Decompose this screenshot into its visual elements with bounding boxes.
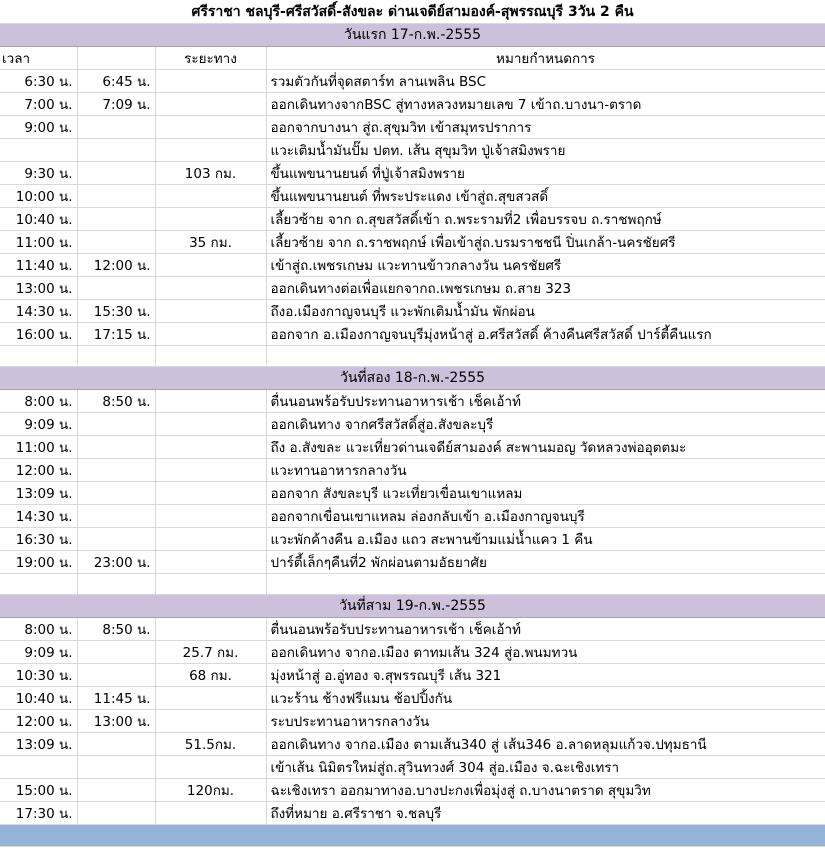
end-time xyxy=(77,664,155,687)
schedule-text: แวะพักค้างคืน อ.เมือง แถว สะพานข้ามแม่น้ำแคว 1 คืน xyxy=(266,528,825,551)
schedule-text: เลี้ยวซ้าย จาก ถ.ราชพฤกษ์ เพื่อเข้าสู่ถ.บรมราชชนี ปิ่นเกล้า-นครชัยศรี xyxy=(266,231,825,254)
end-time xyxy=(77,459,155,482)
footer-band xyxy=(0,825,825,847)
start-time xyxy=(0,139,77,162)
start-time: 11:00 น. xyxy=(0,436,77,459)
distance xyxy=(155,300,266,323)
end-time: 13:00 น. xyxy=(77,710,155,733)
start-time: 11:40 น. xyxy=(0,254,77,277)
end-time: 12:00 น. xyxy=(77,254,155,277)
schedule-text: ออกจาก สังขละบุรี แวะเที่ยวเขื่อนเขาแหลม xyxy=(266,482,825,505)
distance xyxy=(155,618,266,641)
end-time xyxy=(77,139,155,162)
start-time: 8:00 น. xyxy=(0,618,77,641)
distance: 103 กม. xyxy=(155,162,266,185)
distance: 51.5กม. xyxy=(155,733,266,756)
schedule-text: ตื่นนอนพร้อรับประทานอาหารเช้า เช็คเอ้าท์ xyxy=(266,390,825,413)
start-time: 15:00 น. xyxy=(0,779,77,802)
end-time: 8:50 น. xyxy=(77,618,155,641)
header-distance: ระยะทาง xyxy=(155,47,266,70)
schedule-text: ตื่นนอนพร้อรับประทานอาหารเช้า เช็คเอ้าท์ xyxy=(266,618,825,641)
start-time: 9:30 น. xyxy=(0,162,77,185)
schedule-row xyxy=(0,459,825,482)
distance xyxy=(155,277,266,300)
distance: 68 กม. xyxy=(155,664,266,687)
distance xyxy=(155,459,266,482)
start-time: 13:00 น. xyxy=(0,277,77,300)
start-time: 10:40 น. xyxy=(0,687,77,710)
trip-title: ศรีราชา ชลบุรี-ศรีสวัสดิ์-สังขละ ด่านเจดีย์สามองค์-สุพรรณบุรี 3วัน 2 คืน xyxy=(0,0,825,24)
end-time xyxy=(77,116,155,139)
schedule-text: แวะทานอาหารกลางวัน xyxy=(266,459,825,482)
schedule-row xyxy=(0,116,825,139)
schedule-row xyxy=(0,93,825,116)
end-time xyxy=(77,482,155,505)
end-time xyxy=(77,436,155,459)
distance xyxy=(155,413,266,436)
start-time xyxy=(0,756,77,779)
schedule-text: เข้าเส้น นิมิตรใหม่สู่ถ.สุวินทวงศ์ 304 สู่อ.เมือง จ.ฉะเชิงเทรา xyxy=(266,756,825,779)
day-label: วันแรก 17-ก.พ.-2555 xyxy=(0,24,825,47)
start-time: 14:30 น. xyxy=(0,505,77,528)
schedule-text: ขึ้นแพขนานยนต์ ที่พระประแดง เข้าสู่ถ.สุขสวสดิ์ xyxy=(266,185,825,208)
start-time: 14:30 น. xyxy=(0,300,77,323)
empty-cell xyxy=(0,346,77,367)
day-band xyxy=(0,367,825,390)
spacer-row xyxy=(0,346,825,367)
start-time: 9:09 น. xyxy=(0,641,77,664)
start-time: 10:00 น. xyxy=(0,185,77,208)
footer-cell xyxy=(0,825,825,847)
end-time xyxy=(77,413,155,436)
day-label: วันที่สอง 18-ก.พ.-2555 xyxy=(0,367,825,390)
distance xyxy=(155,116,266,139)
schedule-text: แวะเติมน้ำมันปั๊ม ปตท. เส้น สุขุมวิท ปู่เจ้าสมิงพราย xyxy=(266,139,825,162)
end-time: 11:45 น. xyxy=(77,687,155,710)
schedule-text: ถึงอ.เมืองกาญจนบุรี แวะพักเติมน้ำมัน พักผ่อน xyxy=(266,300,825,323)
start-time: 10:30 น. xyxy=(0,664,77,687)
schedule-text: ออกเดินทาง จากอ.เมือง ตามเส้น340 สู่ เส้น346 อ.ลาดหลุมแก้วจ.ปทุมธานี xyxy=(266,733,825,756)
distance xyxy=(155,93,266,116)
empty-cell xyxy=(266,346,825,367)
start-time: 16:00 น. xyxy=(0,323,77,346)
schedule-text: ถึงที่หมาย อ.ศรีราชา จ.ชลบุรี xyxy=(266,802,825,825)
schedule-row xyxy=(0,254,825,277)
start-time: 17:30 น. xyxy=(0,802,77,825)
schedule-row xyxy=(0,277,825,300)
end-time: 8:50 น. xyxy=(77,390,155,413)
title-row xyxy=(0,0,825,24)
schedule-row xyxy=(0,733,825,756)
empty-cell xyxy=(266,574,825,595)
end-time xyxy=(77,505,155,528)
schedule-text: ขึ้นแพขนานยนต์ ที่ปู่เจ้าสมิงพราย xyxy=(266,162,825,185)
distance xyxy=(155,208,266,231)
end-time xyxy=(77,231,155,254)
schedule-text: แวะร้าน ช้างฟรีแมน ช้อปปิ้งกัน xyxy=(266,687,825,710)
schedule-text: ออกจากเขื่อนเขาแหลม ล่องกลับเข้า อ.เมืองกาญจนบุรี xyxy=(266,505,825,528)
distance xyxy=(155,185,266,208)
schedule-text: ออกเดินทาง จากศรีสวัสดิ์สู่อ.สังขละบุรี xyxy=(266,413,825,436)
end-time: 15:30 น. xyxy=(77,300,155,323)
end-time xyxy=(77,208,155,231)
end-time xyxy=(77,733,155,756)
distance xyxy=(155,139,266,162)
schedule-row xyxy=(0,756,825,779)
end-time xyxy=(77,802,155,825)
schedule-row xyxy=(0,300,825,323)
distance xyxy=(155,802,266,825)
header-time: เวลา xyxy=(0,47,77,70)
empty-cell xyxy=(77,346,155,367)
end-time xyxy=(77,162,155,185)
schedule-text: ออกจาก อ.เมืองกาญจนบุรีมุ่งหน้าสู่ อ.ศรีสวัสดิ์ ค้างคืนศรีสวัสดิ์ ปาร์ตี้คืนแรก xyxy=(266,323,825,346)
empty-cell xyxy=(155,346,266,367)
day-band xyxy=(0,595,825,618)
schedule-row xyxy=(0,802,825,825)
distance xyxy=(155,710,266,733)
empty-cell xyxy=(0,574,77,595)
end-time: 17:15 น. xyxy=(77,323,155,346)
header-row xyxy=(0,47,825,70)
start-time: 6:30 น. xyxy=(0,70,77,93)
schedule-text: ฉะเชิงเทรา ออกมาทางอ.บางปะกงเพื่อมุ่งสู่ ถ.บางนาตราด สุขุมวิท xyxy=(266,779,825,802)
distance xyxy=(155,323,266,346)
start-time: 9:09 น. xyxy=(0,413,77,436)
distance xyxy=(155,528,266,551)
schedule-row xyxy=(0,162,825,185)
schedule-row xyxy=(0,687,825,710)
start-time: 13:09 น. xyxy=(0,733,77,756)
distance xyxy=(155,482,266,505)
spacer-row xyxy=(0,574,825,595)
schedule-row xyxy=(0,664,825,687)
header-time-end xyxy=(77,47,155,70)
day-label: วันที่สาม 19-ก.พ.-2555 xyxy=(0,595,825,618)
schedule-text: รวมตัวกันที่จุดสตาร์ท ลานเพลิน BSC xyxy=(266,70,825,93)
start-time: 16:30 น. xyxy=(0,528,77,551)
schedule-row xyxy=(0,413,825,436)
schedule-text: ออกเดินทาง จากอ.เมือง ตาทมเส้น 324 สู่อ.พนมทวน xyxy=(266,641,825,664)
distance: 25.7 กม. xyxy=(155,641,266,664)
schedule-row xyxy=(0,505,825,528)
distance xyxy=(155,687,266,710)
end-time xyxy=(77,779,155,802)
start-time: 7:00 น. xyxy=(0,93,77,116)
schedule-text: เข้าสู่ถ.เพชรเกษม แวะทานข้าวกลางวัน นครชัยศรี xyxy=(266,254,825,277)
schedule-row xyxy=(0,551,825,574)
start-time: 12:00 น. xyxy=(0,459,77,482)
header-schedule: หมายกำหนดการ xyxy=(266,47,825,70)
distance: 35 กม. xyxy=(155,231,266,254)
start-time: 8:00 น. xyxy=(0,390,77,413)
start-time: 19:00 น. xyxy=(0,551,77,574)
schedule-text: ปาร์ตี้เล็กๆคืนที่2 พักผ่อนตามอัธยาศัย xyxy=(266,551,825,574)
end-time xyxy=(77,277,155,300)
schedule-text: เลี้ยวซ้าย จาก ถ.สุขสวัสดิ์เข้า ถ.พระรามที่2 เพื่อบรรจบ ถ.ราชพฤกษ์ xyxy=(266,208,825,231)
schedule-row xyxy=(0,618,825,641)
distance xyxy=(155,551,266,574)
schedule-row xyxy=(0,528,825,551)
schedule-row xyxy=(0,208,825,231)
schedule-row xyxy=(0,390,825,413)
end-time: 7:09 น. xyxy=(77,93,155,116)
schedule-text: ระบประทานอาหารกลางวัน xyxy=(266,710,825,733)
end-time xyxy=(77,528,155,551)
end-time: 6:45 น. xyxy=(77,70,155,93)
schedule-text: ออกจากบางนา สู่ถ.สุขุมวิท เข้าสมุทรปราการ xyxy=(266,116,825,139)
schedule-row xyxy=(0,436,825,459)
distance xyxy=(155,505,266,528)
schedule-row xyxy=(0,710,825,733)
schedule-text: ออกเดินทางจากBSC สู่ทางหลวงหมายเลข 7 เข้าถ.บางนา-ตราด xyxy=(266,93,825,116)
schedule-row xyxy=(0,323,825,346)
schedule-text: ถึง อ.สังขละ แวะเที่ยวด่านเจดีย์สามองค์ สะพานมอญ วัดหลวงพ่ออุตตมะ xyxy=(266,436,825,459)
distance xyxy=(155,70,266,93)
end-time xyxy=(77,641,155,664)
schedule-row xyxy=(0,482,825,505)
schedule-row xyxy=(0,231,825,254)
empty-cell xyxy=(155,574,266,595)
schedule-row xyxy=(0,139,825,162)
end-time xyxy=(77,756,155,779)
end-time xyxy=(77,185,155,208)
schedule-text: มุ่งหน้าสู่ อ.อู่ทอง จ.สุพรรณบุรี เส้น 321 xyxy=(266,664,825,687)
schedule-text: ออกเดินทางต่อเพื่อแยกจากถ.เพชรเกษม ถ.สาย 323 xyxy=(266,277,825,300)
schedule-row xyxy=(0,641,825,664)
distance: 120กม. xyxy=(155,779,266,802)
start-time: 12:00 น. xyxy=(0,710,77,733)
schedule-row xyxy=(0,185,825,208)
schedule-row xyxy=(0,779,825,802)
start-time: 11:00 น. xyxy=(0,231,77,254)
distance xyxy=(155,254,266,277)
distance xyxy=(155,390,266,413)
empty-cell xyxy=(77,574,155,595)
distance xyxy=(155,756,266,779)
day-band xyxy=(0,24,825,47)
start-time: 10:40 น. xyxy=(0,208,77,231)
distance xyxy=(155,436,266,459)
schedule-row xyxy=(0,70,825,93)
end-time: 23:00 น. xyxy=(77,551,155,574)
start-time: 13:09 น. xyxy=(0,482,77,505)
start-time: 9:00 น. xyxy=(0,116,77,139)
